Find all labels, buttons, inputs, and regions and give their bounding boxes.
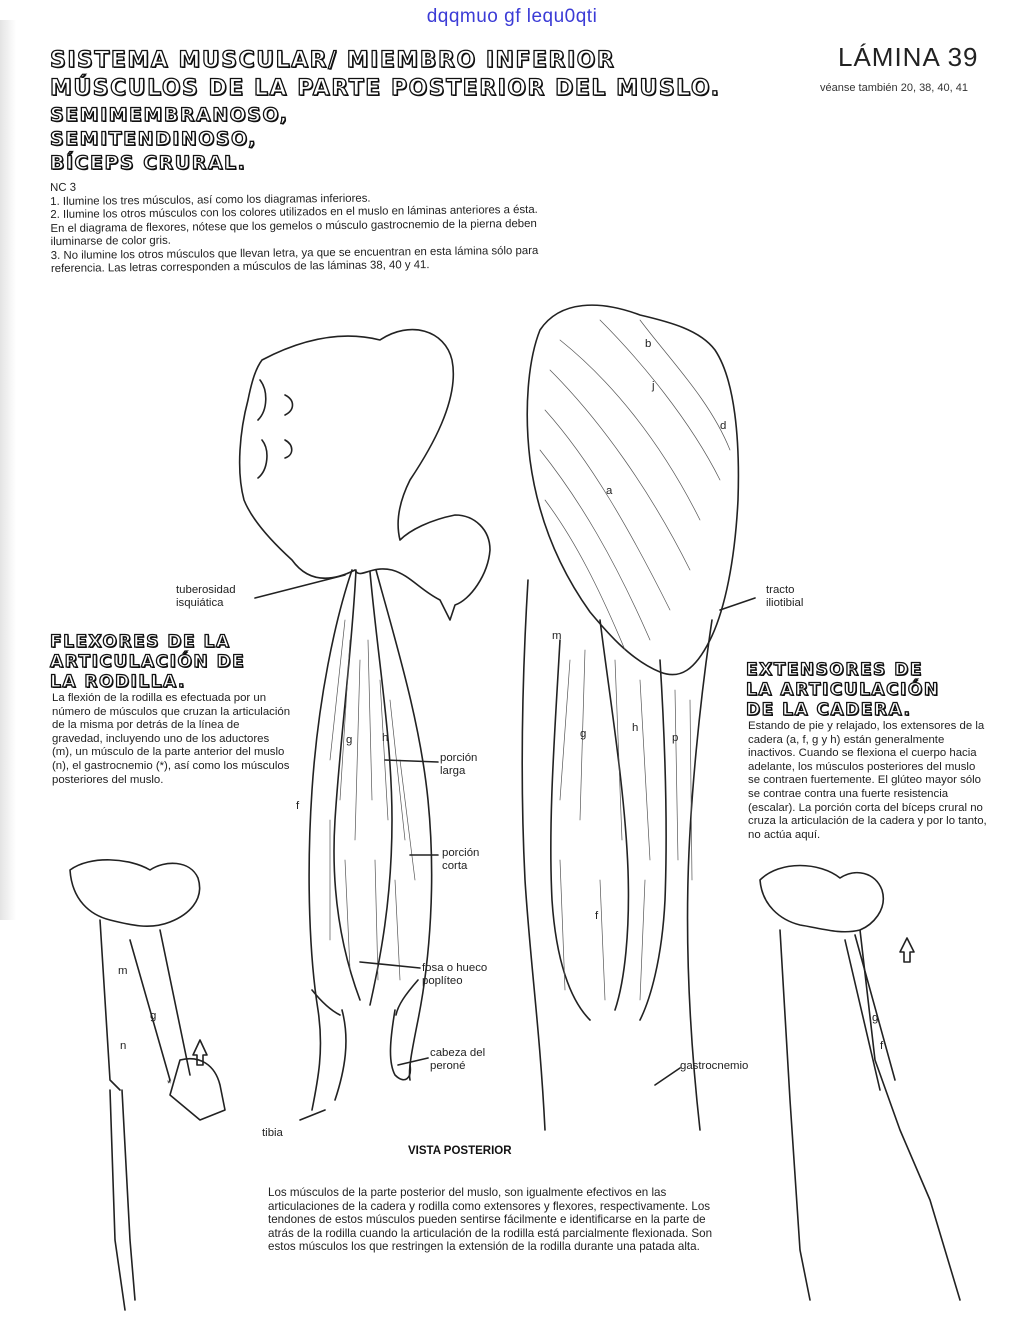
instruction-item-2: 2. Ilumine los otros músculos con los colores utilizados en el muslo en láminas anteriores a ésta. En el diagrama de flexores, nótese que los gemelos o músculo gastrocnemio de la pierna deben iluminarse de color gris. (50, 203, 538, 248)
hamstrings-drawing (309, 570, 432, 1110)
muscle-letter-f-left: f (296, 800, 300, 812)
title-line-2: MÚSCULOS DE LA PARTE POSTERIOR DEL MUSLO. (50, 76, 721, 101)
extensores-title-line-1: EXTENSORES DE (746, 660, 923, 680)
muscle-letter-m-diagram: m (118, 965, 128, 977)
label-vista-posterior: VISTA POSTERIOR (408, 1145, 512, 1157)
label-tibia: tibia (262, 1127, 283, 1139)
pelvis-bone-drawing (240, 330, 490, 620)
label-fosa-poplitea: fosa o hueco poplíteo (422, 962, 488, 987)
label-gastrocnemio: gastrocnemio (680, 1060, 749, 1072)
muscle-letter-g-ext: g (872, 1012, 879, 1024)
muscle-letter-p: p (672, 732, 679, 744)
instruction-item-1: 1. Ilumine los tres músculos, así como los diagramas inferiores. (50, 192, 371, 208)
muscle-letter-m: m (552, 630, 562, 642)
muscle-letter-star-diagram: * (167, 1078, 172, 1090)
flexores-paragraph: La flexión de la rodilla es efectuada por un número de músculos que cruzan la articulación de la misma por detrás de la línea de gravedad, incluyendo uno de los aductores (m), un músculo de la parte anterior del muslo (n), el gastrocnemio (*), así como los músculos posteriores del muslo. (52, 692, 291, 786)
muscle-letter-b: b (645, 338, 652, 350)
plate-number: LÁMINA 39 (838, 42, 979, 72)
label-porcion-corta: porción corta (442, 847, 480, 872)
flexores-title-line-2: ARTICULACIÓN DE (50, 652, 246, 672)
arrow-up-icon-right (900, 938, 914, 962)
muscle-letter-h: h (632, 722, 639, 734)
instruction-item-3: 3. No ilumine los otros músculos que llevan letra, ya que se encuentran en esta lámina sólo para referencia. Las letras corresponden a músculos de las láminas 38, 40 y 41. (50, 244, 539, 275)
title-muscle-biceps: BÍCEPS CRURAL. (50, 152, 247, 174)
muscle-letter-g-diagram: g (150, 1010, 157, 1022)
label-tuberosidad-isquiatica: tuberosidad isquiática (176, 584, 236, 609)
title-muscle-semitendinoso: SEMITENDINOSO, (50, 128, 258, 150)
watermark: dqqmuo gf lequ0qti (426, 6, 598, 27)
flexores-title (50, 632, 245, 692)
muscle-letter-n-diagram: n (120, 1040, 127, 1052)
muscle-letter-g-left: g (346, 734, 353, 746)
see-also-reference: véanse también 20, 38, 40, 41 (820, 82, 968, 94)
muscle-letter-j: j (652, 380, 655, 392)
extensores-title-line-2: LA ARTICULACIÓN (746, 680, 940, 700)
label-porcion-larga: porción larga (440, 752, 478, 777)
muscle-letter-h-left: h (382, 732, 389, 744)
gluteus-drawing (527, 305, 738, 674)
flexores-title-line-1: FLEXORES DE LA (50, 632, 231, 652)
muscle-letter-g: g (580, 728, 587, 740)
title-muscle-semimembranoso: SEMIMEMBRANOSO, (50, 104, 289, 126)
muscle-letter-f-right: f (595, 910, 599, 922)
muscle-letter-d: d (720, 420, 727, 432)
label-tracto-iliotibial: tracto iliotibial (766, 584, 804, 609)
arrow-up-icon (193, 1040, 207, 1065)
extensores-paragraph: Estando de pie y relajado, los extensores de la cadera (a, f, g y h) están generalmente inactivos. Cuando se flexiona el cuerpo hacia adelante, los músculos posteriores del muslo se contraen fuertemente. El glúteo mayor sólo se contrae contra una fuerte resistencia (escalar). La porción corta del bíceps crural no cruza la articulación de la cadera y por lo tanto, no actúa aquí. (748, 720, 987, 841)
label-cabeza-perone: cabeza del peroné (430, 1047, 486, 1072)
muscle-letter-f-ext: f (880, 1040, 884, 1052)
instructions-code: NC 3 (50, 181, 77, 194)
footer-paragraph: Los músculos de la parte posterior del muslo, son igualmente efectivos en las articulaciones de la cadera y rodilla como extensores y flexores, respectivamente. Los tendones de estos músculos pueden sentirse fácilmente e identificarse en la parte de atrás de la rodilla cuando la articulación de la rodilla está parcialmente flexionada. Son estos músculos los que restringen la extensión de la rodilla durante una patada alta. (268, 1186, 713, 1254)
flexor-diagram-skeleton (70, 860, 200, 926)
extensores-title-line-3: DE LA CADERA. (746, 700, 912, 720)
extensores-title (746, 660, 940, 720)
muscle-letter-a: a (606, 485, 613, 497)
title-line-1: SISTEMA MUSCULAR/ MIEMBRO INFERIOR (50, 48, 616, 73)
flexores-title-line-3: LA RODILLA. (50, 672, 186, 692)
extensor-diagram-skeleton (760, 866, 883, 932)
